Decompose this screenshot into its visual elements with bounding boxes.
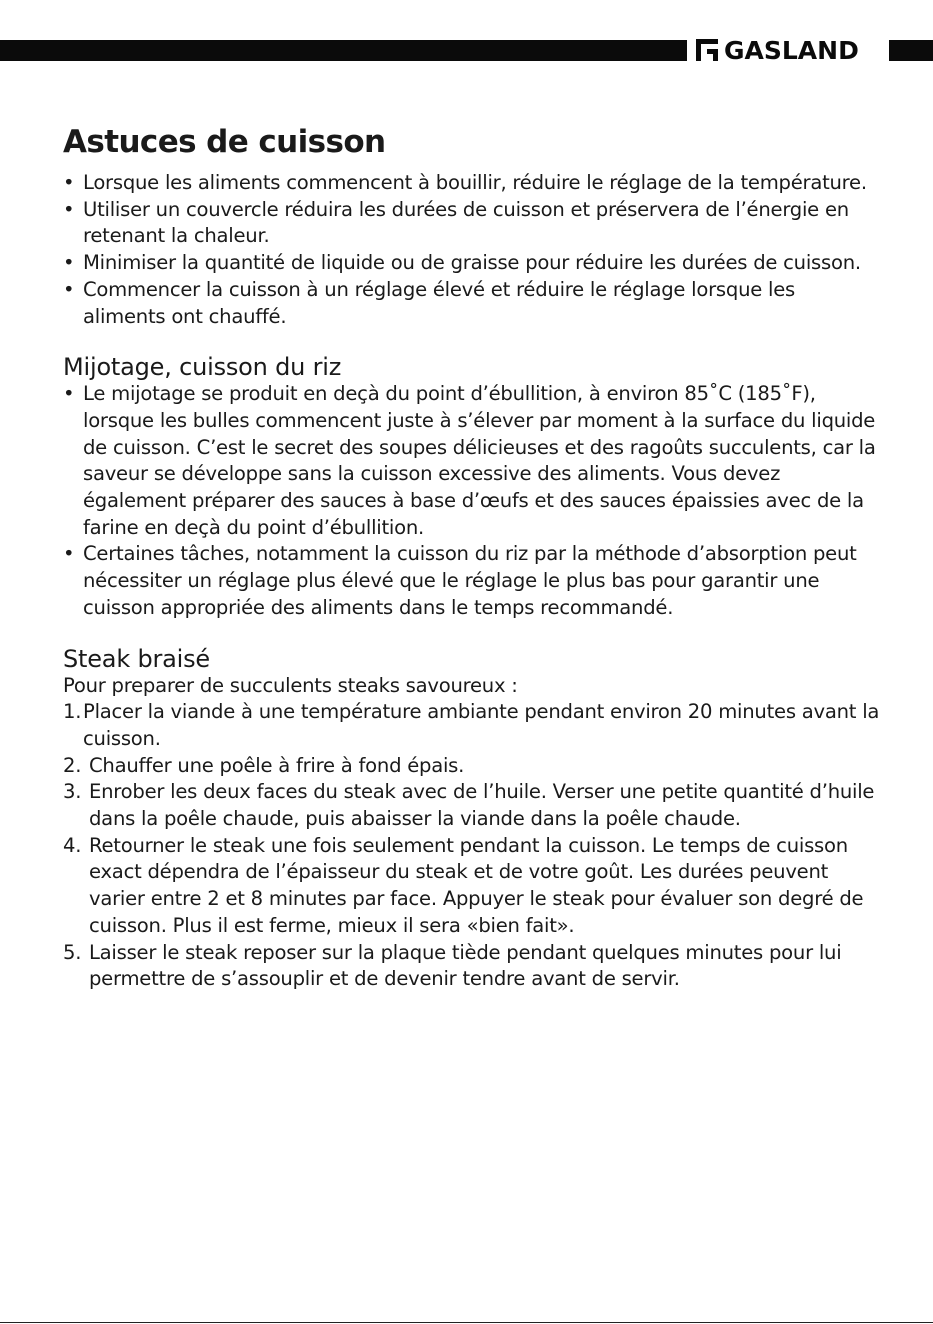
step-number: 4. [63,833,82,857]
brand-logo [696,34,859,66]
steak-section [63,645,883,993]
page-content [63,122,883,993]
gasland-logo-icon [696,37,720,63]
step-text: Placer la viande à une température ambiante pendant environ 20 minutes avant la cuisson. [83,700,880,750]
step-number: 5. [63,940,82,964]
header-bar [0,40,687,61]
step-text: Laisser le steak reposer sur la plaque tiède pendant quelques minutes pour lui permettre de s’assouplir et de devenir tendre avant de servir. [89,940,842,991]
brand-name: GASLAND [724,35,859,65]
step-number: 2. [63,753,82,777]
step-item [63,940,883,993]
tip-text: Utiliser un couvercle réduira les durées de cuisson et préservera de l’énergie en retenant la chaleur. [83,197,849,248]
list-item: • Le mijotage se produit en deçà du point d’ébullition, à environ 85˚C (185˚F), lorsque les bulles commencent juste à s’élever par moment à la surface du liquide de cuisson. C’est le secret des soupes délicieuses et des ragoûts succulents, car la saveur se développe sans la cuisson excessive des aliments. Vous devez également préparer des sauces à base d’œufs et des sauces épaissies avec de la farine en deçà du point d’ébullition. [63,382,876,539]
simmer-text: Le mijotage se produit en deçà du point d’ébullition, à environ 85˚C (185˚F), lorsque les bulles commencent juste à s’élever par moment à la surface du liquide de cuisson. C’est le secret des soupes délicieuses et des ragoûts succulents, car la saveur se développe sans la cuisson excessive des aliments. Vous devez également préparer des sauces à base d’œufs et des sauces épaissies avec de la farine en deçà du point d’ébullition. [83,382,876,539]
steak-intro: Pour preparer de succulents steaks savoureux : [63,673,518,697]
section-title: Steak braisé [63,644,210,673]
list-item: • Minimiser la quantité de liquide ou de graisse pour réduire les durées de cuisson. [63,251,861,275]
header-bar-end [889,40,933,61]
step-item [63,753,883,780]
step-text: Retourner le steak une fois seulement pendant la cuisson. Le temps de cuisson exact dépendra de l’épaisseur du steak et de votre goût. Les durées peuvent varier entre 2 et 8 minutes par face. Appuyer le steak pour évaluer son degré de cuisson. Plus il est ferme, mieux il sera «bien fait». [89,833,864,937]
list-item: • Certaines tâches, notamment la cuisson du riz par la méthode d’absorption peut nécessiter un réglage plus élevé que le réglage le plus bas pour garantir une cuisson appropriée des aliments dans le temps recommandé. [63,542,857,619]
step-number: 3. [63,780,82,804]
step-text: Enrober les deux faces du steak avec de l’huile. Verser une petite quantité d’huile dans la poêle chaude, puis abaisser la viande dans la poêle chaude. [89,780,875,831]
footer-line [0,1322,933,1323]
step-text: Chauffer une poêle à frire à fond épais. [89,753,465,777]
simmer-section [63,353,883,621]
section-title: Mijotage, cuisson du riz [63,353,342,382]
step-item [63,779,883,832]
page-title: Astuces de cuisson [63,124,386,160]
simmer-text: Certaines tâches, notamment la cuisson du riz par la méthode d’absorption peut nécessiter un réglage plus élevé que le réglage le plus bas pour garantir une cuisson appropriée des aliments dans le temps recommandé. [83,542,857,619]
step-number: 1. [63,700,82,724]
list-item: • Commencer la cuisson à un réglage élevé et réduire le réglage lorsque les aliments ont chauffé. [63,277,795,328]
list-item: • Utiliser un couvercle réduira les durées de cuisson et préservera de l’énergie en retenant la chaleur. [63,197,849,248]
tip-text: Minimiser la quantité de liquide ou de graisse pour réduire les durées de cuisson. [83,251,861,275]
tip-text: Commencer la cuisson à un réglage élevé et réduire le réglage lorsque les aliments ont chauffé. [83,277,795,328]
tip-text: Lorsque les aliments commencent à bouillir, réduire le réglage de la température. [83,171,867,194]
list-item: • Lorsque les aliments commencent à bouillir, réduire le réglage de la température. [63,171,867,194]
simmer-list [63,381,883,621]
step-item [63,699,883,752]
tips-list [63,170,883,330]
step-item [63,833,883,940]
steak-body [63,673,883,993]
